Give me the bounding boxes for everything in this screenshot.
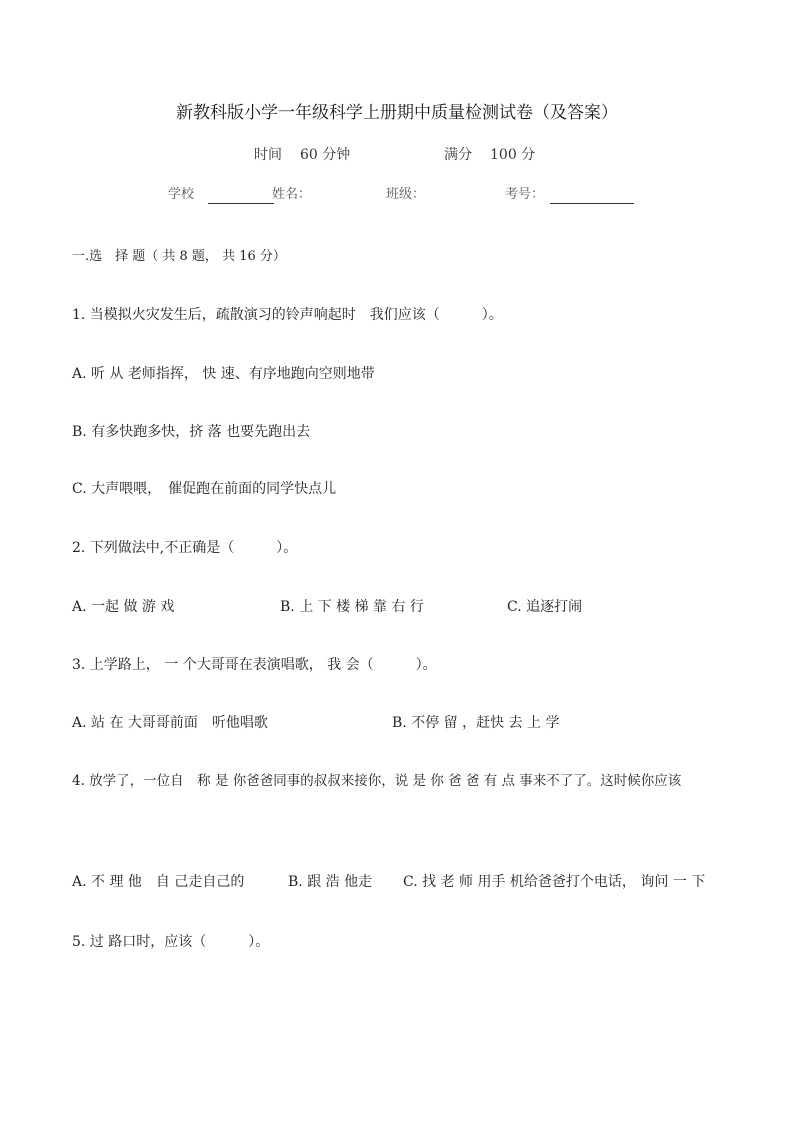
question-4-option-b: B. 跟 浩 他走 (288, 874, 373, 890)
question-3-option-b: B. 不停 留 ，赶快 去 上 学 (392, 715, 560, 731)
school-label: 学校 (168, 187, 195, 202)
time-label: 时间 (254, 147, 282, 163)
question-4-option-c: C. 找 老 师 用手 机给爸爸打个电话， 询问 一 下 (403, 874, 706, 890)
time-value: 60 分钟 (300, 147, 351, 163)
name-label: 姓名： (272, 187, 312, 202)
question-2-option-a: A. 一起 做 游 戏 (72, 599, 175, 615)
question-1-stem: 1. 当模拟火灾发生后，疏散演习的铃声响起时 我们应该（ ）。 (72, 307, 503, 323)
question-1-option-c: C. 大声喂喂， 催促跑在前面的同学快点儿 (72, 481, 337, 497)
question-2-option-c: C. 追逐打闹 (507, 599, 583, 615)
exam-no-label: 考号： (505, 187, 545, 202)
exam-no-blank[interactable] (550, 203, 634, 204)
question-1-option-a: A. 听 从 老师指挥， 快 速、有序地跑向空则地带 (72, 366, 375, 382)
question-3-option-a: A. 站 在 大哥哥前面 听他唱歌 (72, 715, 268, 731)
question-4-stem: 4. 放学了，一位自 称 是 你爸爸同事的叔叔来接你，说 是 你 爸 爸 有 点 事来不了了。这时候你应该 (72, 773, 682, 789)
class-label: 班级： (386, 187, 426, 202)
question-1-option-b: B. 有多快跑多快，挤 落 也要先跑出去 (72, 424, 311, 440)
school-blank[interactable] (208, 203, 274, 204)
question-2-stem: 2. 下列做法中,不正确是（ ）。 (72, 540, 298, 556)
score-value: 100 分 (490, 147, 536, 163)
exam-title: 新教科版小学一年级科学上册期中质量检测试卷（及答案） (176, 103, 618, 123)
question-2-option-b: B. 上 下 楼 梯 靠 右 行 (280, 599, 424, 615)
score-label: 满分 (444, 147, 472, 163)
question-3-stem: 3. 上学路上， 一 个大哥哥在表演唱歌， 我 会（ ）。 (72, 657, 437, 673)
question-4-option-a: A. 不 理 他 自 己走自己的 (72, 874, 245, 890)
question-5-stem: 5. 过 路口时，应该（ ）。 (72, 934, 270, 950)
section-heading: 一.选 择 题（ 共 8 题， 共 16 分） (72, 249, 286, 264)
